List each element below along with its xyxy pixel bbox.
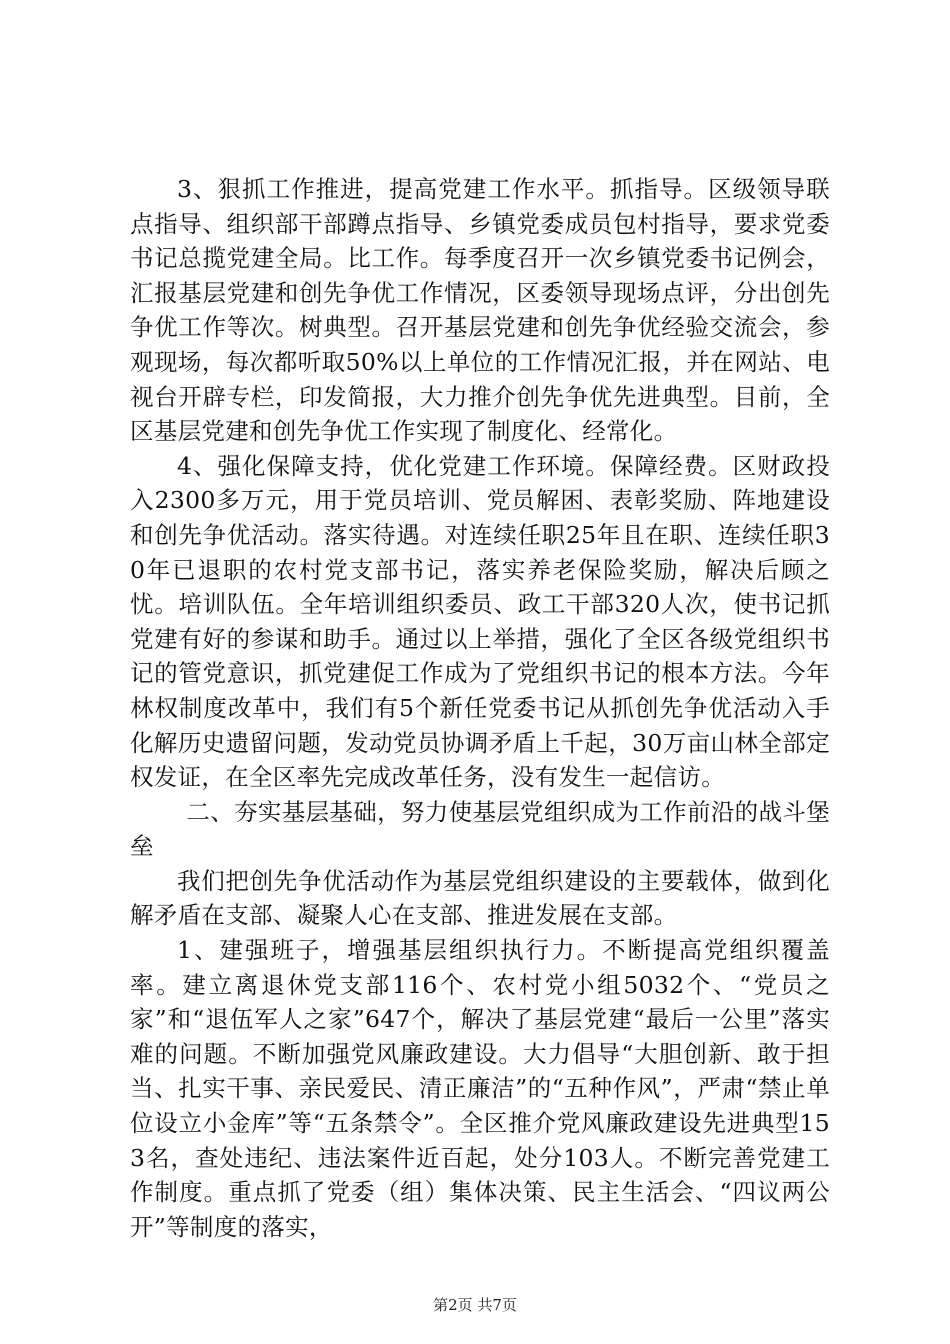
paragraph-section-4: 4、强化保障支持，优化党建工作环境。保障经费。区财政投入2300多万元，用于党员培训、党员解困、表彰奖励、阵地建设和创先争优活动。落实待遇。对连续任职25年且在职、连续任职30年已退职的农村党支部书记，落实养老保险奖励，解决后顾之忧。培训队伍。全年培训组织委员、政工干部320人次，使书记抓党建有好的参谋和助手。通过以上举措，强化了全区各级党组织书记的管党意识，抓党建促工作成为了党组织书记的根本方法。今年林权制度改革中，我们有5个新任党委书记从抓创先争优活动入手化解历史遗留问题，发动党员协调矛盾上千起，30万亩山林全部定权发证，在全区率先完成改革任务，没有发生一起信访。 [130, 451, 830, 792]
document-body [130, 172, 830, 1244]
section-heading-2: 二、夯实基层基础，努力使基层党组织成为工作前沿的战斗堡垒 [130, 797, 830, 861]
paragraph-section-3: 3、狠抓工作推进，提高党建工作水平。抓指导。区级领导联点指导、组织部干部蹲点指导、乡镇党委成员包村指导，要求党委书记总揽党建全局。比工作。每季度召开一次乡镇党委书记例会，汇报基层党建和创先争优工作情况，区委领导现场点评，分出创先争优工作等次。树典型。召开基层党建和创先争优经验交流会，参观现场，每次都听取50%以上单位的工作情况汇报，并在网站、电视台开辟专栏，印发简报，大力推介创先争优先进典型。目前，全区基层党建和创先争优工作实现了制度化、经常化。 [130, 175, 830, 446]
page-total: 共7页 [477, 1296, 517, 1314]
paragraph-section-2-item-1: 1、建强班子，增强基层组织执行力。不断提高党组织覆盖率。建立离退休党支部116个、农村党小组5032个、“党员之家”和“退伍军人之家”647个，解决了基层党建“最后一公里”落实难的问题。不断加强党风廉政建设。大力倡导“大胆创新、敢于担当、扎实干事、亲民爱民、清正廉洁”的“五种作风”，严肃“禁止单位设立小金库”等“五条禁令”。全区推介党风廉政建设先进典型153名，查处违纪、违法案件近百起，处分103人。不断完善党建工作制度。重点抓了党委（组）集体决策、民主生活会、“四议两公开”等制度的落实， [130, 936, 830, 1241]
page-footer [0, 1296, 950, 1314]
paragraph-section-2-intro: 我们把创先争优活动作为基层党组织建设的主要载体，做到化解矛盾在支部、凝聚人心在支部、推进发展在支部。 [130, 866, 830, 930]
page-number: 第2页 [433, 1296, 473, 1314]
